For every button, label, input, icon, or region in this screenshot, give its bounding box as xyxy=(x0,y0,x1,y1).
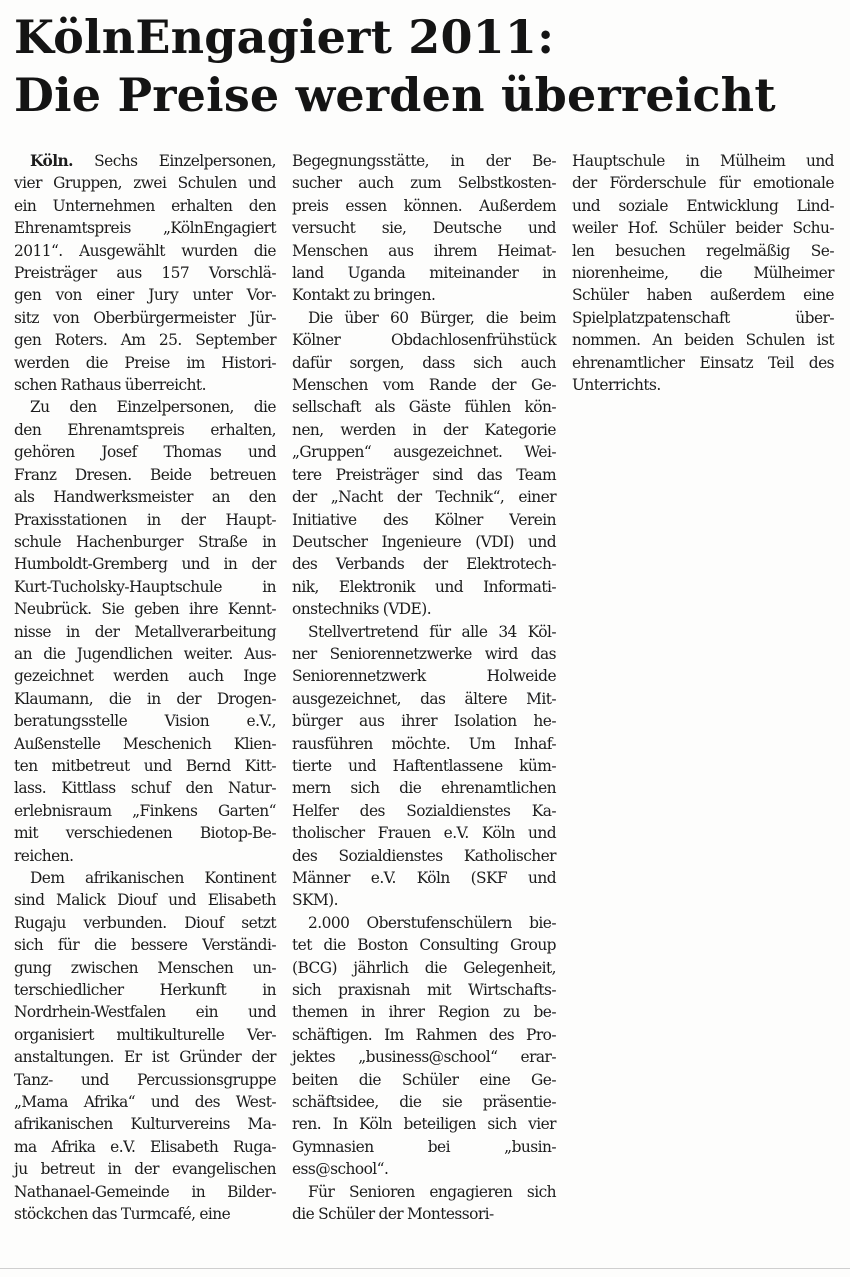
article-line: Ehrenamtspreis „KölnEngagiert xyxy=(14,219,276,238)
article-line: tet die Boston Consulting Group xyxy=(292,936,556,955)
article-column-1 xyxy=(14,150,276,1226)
article-line: ein Unternehmen erhalten den xyxy=(14,196,276,215)
article-line: Rugaju verbunden. Diouf setzt xyxy=(14,913,276,932)
article-line: SKM). xyxy=(292,891,338,910)
article-line: ju betreut in der evangelischen xyxy=(14,1160,276,1179)
article-line: (BCG) jährlich die Gelegenheit, xyxy=(292,958,556,977)
article-line: Menschen vom Rande der Ge- xyxy=(292,376,556,395)
article-line: ausgezeichnet, das ältere Mit- xyxy=(292,689,556,708)
article-line: Praxisstationen in der Haupt- xyxy=(14,510,276,529)
article-line: „Gruppen“ ausgezeichnet. Wei- xyxy=(292,443,556,462)
headline-line-2: Die Preise werden überreicht xyxy=(14,68,776,122)
article-line: ehrenamtlicher Einsatz Teil des xyxy=(572,353,834,372)
article-line: vier Gruppen, zwei Schulen und xyxy=(14,174,276,193)
article-line: land Uganda miteinander in xyxy=(292,264,556,283)
article-line: erlebnisraum „Finkens Garten“ xyxy=(14,801,276,820)
article-line: 2011“. Ausgewählt wurden die xyxy=(14,241,276,260)
dateline: Köln. xyxy=(30,152,73,170)
article-line: als Handwerksmeister an den xyxy=(14,488,276,507)
article-line: stöckchen das Turmcafé, eine xyxy=(14,1205,231,1224)
article-line: gung zwischen Menschen un- xyxy=(14,958,276,977)
article-line: Männer e.V. Köln (SKF und xyxy=(292,869,556,887)
article-line: Kurt-Tucholsky-Hauptschule in xyxy=(14,577,276,596)
article-line: tere Preisträger sind das Team xyxy=(292,465,556,484)
article-line: mit verschiedenen Biotop-Be- xyxy=(14,824,276,843)
article-line: Kontakt zu bringen. xyxy=(292,286,436,305)
article-line: jektes „business@school“ erar- xyxy=(292,1048,556,1067)
article-line: den Ehrenamtspreis erhalten, xyxy=(14,420,276,439)
article-line: Kölner Obdachlosenfrühstück xyxy=(292,331,556,350)
article-line: der Förderschule für emotionale xyxy=(572,174,834,193)
article-line: onstechniks (VDE). xyxy=(292,600,432,619)
article-line: an die Jugendlichen weiter. Aus- xyxy=(14,644,276,663)
article-line: sind Malick Diouf und Elisabeth xyxy=(14,891,276,910)
article-line: „Mama Afrika“ und des West- xyxy=(14,1093,276,1112)
article-line: der „Nacht der Technik“, einer xyxy=(292,488,556,507)
article-line: mern sich die ehrenamtlichen xyxy=(292,779,556,798)
article-line: des Verbands der Elektrotech- xyxy=(292,555,556,574)
article-paragraph xyxy=(292,621,556,912)
article-line: schäftigen. Im Rahmen des Pro- xyxy=(292,1025,556,1044)
article-line: afrikanischen Kulturvereins Ma- xyxy=(14,1115,276,1134)
article-line: nik, Elektronik und Informati- xyxy=(292,577,556,596)
article-line: sich praxisnah mit Wirtschafts- xyxy=(292,981,556,1000)
article-line: Gymnasien bei „busin- xyxy=(292,1137,556,1156)
article-line: Humboldt-Gremberg und in der xyxy=(14,555,276,574)
article-line: dafür sorgen, dass sich auch xyxy=(292,353,556,372)
article-line: Klaumann, die in der Drogen- xyxy=(14,689,276,708)
article-paragraph xyxy=(292,912,556,1181)
article-line: Spielplatzpatenschaft über- xyxy=(572,308,834,327)
article-paragraph xyxy=(14,867,276,1226)
bottom-rule xyxy=(0,1268,850,1269)
article-line: gezeichnet werden auch Inge xyxy=(14,667,276,686)
article-line: themen in ihrer Region zu be- xyxy=(292,1003,556,1022)
article-line: rausführen möchte. Um Inhaf- xyxy=(292,734,556,753)
article-line: Menschen aus ihrem Heimat- xyxy=(292,241,556,260)
article-line: ma Afrika e.V. Elisabeth Ruga- xyxy=(14,1137,276,1156)
article-line: nisse in der Metallverarbeitung xyxy=(14,622,276,641)
article-line: ren. In Köln beteiligen sich vier xyxy=(292,1115,556,1134)
article-line: bürger aus ihrer Isolation he- xyxy=(292,712,556,731)
article-paragraph xyxy=(292,307,556,621)
article-line: niorenheime, die Mülheimer xyxy=(572,264,834,283)
article-line: Nathanael-Gemeinde in Bilder- xyxy=(14,1182,276,1201)
article-line: schule Hachenburger Straße in xyxy=(14,532,276,551)
article-column-2 xyxy=(292,150,556,1226)
headline-line-1: KölnEngagiert 2011: xyxy=(14,10,555,64)
article-line: Preisträger aus 157 Vorschlä- xyxy=(14,264,276,283)
article-line: Helfer des Sozialdienstes Ka- xyxy=(292,801,556,820)
article-line: Tanz- und Percussionsgruppe xyxy=(14,1070,276,1089)
article-line: und soziale Entwicklung Lind- xyxy=(572,196,834,215)
article-line: Unterrichts. xyxy=(572,376,661,395)
article-line: Seniorennetzwerk Holweide xyxy=(292,667,556,686)
article-paragraph xyxy=(14,150,276,396)
article-paragraph xyxy=(572,150,834,396)
article-line: Hauptschule in Mülheim und xyxy=(572,152,834,170)
article-line: organisiert multikulturelle Ver- xyxy=(14,1025,276,1044)
article-line: Schüler haben außerdem eine xyxy=(572,286,834,305)
article-line: Neubrück. Sie geben ihre Kennt- xyxy=(14,600,276,619)
article-line: gen von einer Jury unter Vor- xyxy=(14,286,276,305)
article-paragraph xyxy=(14,396,276,867)
article-line: gehören Josef Thomas und xyxy=(14,443,276,462)
article-line: Die über 60 Bürger, die beim xyxy=(308,308,556,327)
article-line: Dem afrikanischen Kontinent xyxy=(30,869,276,887)
article-line: beratungsstelle Vision e.V., xyxy=(14,712,276,731)
article-line: ess@school“. xyxy=(292,1160,389,1179)
article-line: 2.000 Oberstufenschülern bie- xyxy=(308,913,556,932)
article-line: Für Senioren engagieren sich xyxy=(308,1182,556,1201)
article-line: schen Rathaus überreicht. xyxy=(14,376,206,395)
article-line: des Sozialdienstes Katholischer xyxy=(292,846,556,865)
article-line: Stellvertretend für alle 34 Köl- xyxy=(308,622,556,641)
headline xyxy=(14,8,834,124)
article-line: Zu den Einzelpersonen, die xyxy=(30,398,276,417)
article-line: lass. Kittlass schuf den Natur- xyxy=(14,779,276,798)
article-line: sitz von Oberbürgermeister Jür- xyxy=(14,308,276,327)
article-line: tierte und Haftentlassene küm- xyxy=(292,756,556,775)
article-line: versucht sie, Deutsche und xyxy=(292,219,556,238)
article-line: terschiedlicher Herkunft in xyxy=(14,981,276,1000)
article-line: Franz Dresen. Beide betreuen xyxy=(14,465,276,484)
article-column-3 xyxy=(572,150,834,396)
article-line: sucher auch zum Selbstkosten- xyxy=(292,174,556,193)
article-line: Deutscher Ingenieure (VDI) und xyxy=(292,532,556,551)
article-line: preis essen können. Außerdem xyxy=(292,196,556,215)
article-line: gen Roters. Am 25. September xyxy=(14,331,276,350)
article-line: Nordrhein-Westfalen ein und xyxy=(14,1003,276,1022)
article-line: ner Seniorennetzwerke wird das xyxy=(292,644,556,663)
article-line: ten mitbetreut und Bernd Kitt- xyxy=(14,756,276,775)
article-line xyxy=(14,150,276,172)
article-line: sich für die bessere Verständi- xyxy=(14,936,276,955)
article-line: reichen. xyxy=(14,846,74,865)
article-line: beiten die Schüler eine Ge- xyxy=(292,1070,556,1089)
article-line: len besuchen regelmäßig Se- xyxy=(572,241,834,260)
article-line: sellschaft als Gäste fühlen kön- xyxy=(292,398,556,417)
article-line: die Schüler der Montessori- xyxy=(292,1205,494,1224)
article-line-text: Sechs Einzelpersonen, xyxy=(72,152,276,170)
article-line: Begegnungsstätte, in der Be- xyxy=(292,152,556,170)
article-line: Außenstelle Meschenich Klien- xyxy=(14,734,276,753)
article-line: nen, werden in der Kategorie xyxy=(292,420,556,439)
article-line: nommen. An beiden Schulen ist xyxy=(572,331,834,350)
article-line: tholischer Frauen e.V. Köln und xyxy=(292,824,556,843)
article-line: anstaltungen. Er ist Gründer der xyxy=(14,1048,276,1067)
article-line: werden die Preise im Histori- xyxy=(14,353,276,372)
article-paragraph xyxy=(292,1181,556,1226)
article-paragraph xyxy=(292,150,556,307)
article-line: Initiative des Kölner Verein xyxy=(292,510,556,529)
article-line: weiler Hof. Schüler beider Schu- xyxy=(572,219,834,238)
article-line: schäftsidee, die sie präsentie- xyxy=(292,1093,556,1112)
